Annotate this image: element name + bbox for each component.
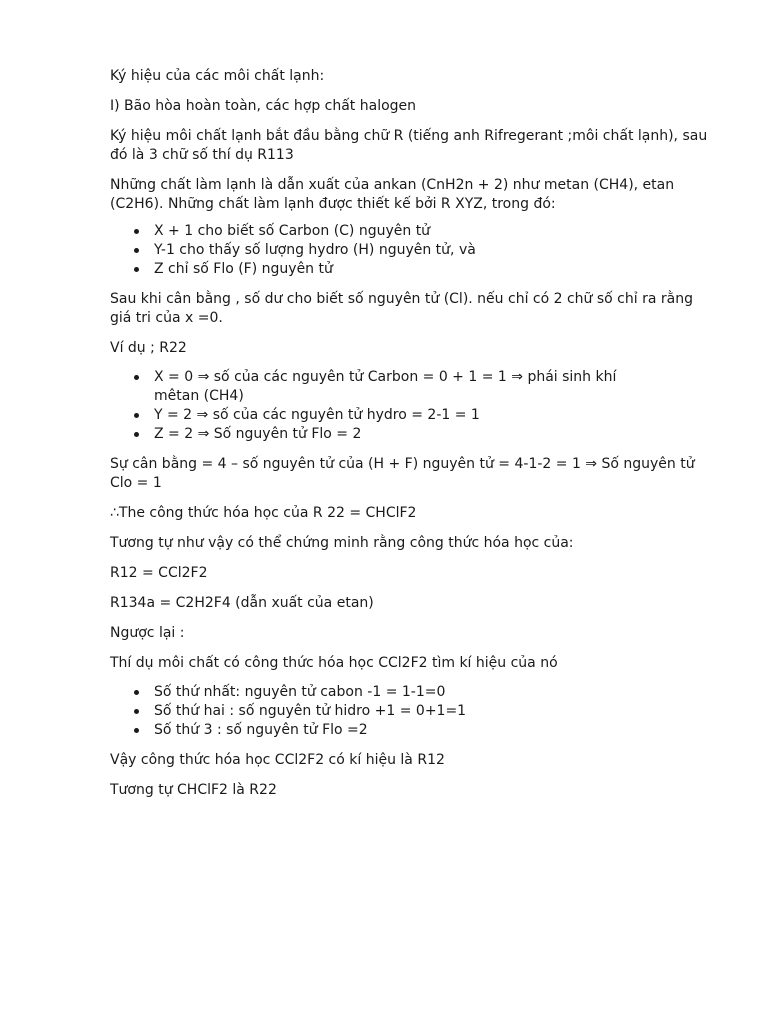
paragraph-derivatives: Những chất làm lạnh là dẫn xuất của ankan (CnH2n + 2) như metan (CH4), etan (C2H6). Những chất làm lạnh được thiết kế bởi R XYZ, trong đó:: [110, 177, 675, 212]
example-list: [110, 368, 708, 444]
formula-r12: R12 = CCl2F2: [110, 565, 208, 581]
list-item: Z chỉ số Flo (F) nguyên tử: [154, 260, 708, 279]
list-item: Z = 2 ⇒ Số nguyên tử Flo = 2: [154, 425, 628, 444]
list-item: Số thứ nhất: nguyên tử cabon -1 = 1-1=0: [154, 683, 708, 702]
paragraph-similar: Tương tự như vậy có thể chứng minh rằng công thức hóa học của:: [110, 535, 574, 551]
list-item: Y-1 cho thấy số lượng hydro (H) nguyên tử, và: [154, 241, 708, 260]
list-item: Số thứ hai : số nguyên tử hidro +1 = 0+1=1: [154, 702, 708, 721]
list-item: Số thứ 3 : số nguyên tử Flo =2: [154, 721, 708, 740]
paragraph-chlorine: Sự cân bằng = 4 – số nguyên tử của (H + F) nguyên tử = 4-1-2 = 1 ⇒ Số nguyên tử Clo = 1: [110, 456, 695, 491]
paragraph-conclusion: Vậy công thức hóa học CCl2F2 có kí hiệu là R12: [110, 752, 445, 768]
example-heading: Ví dụ ; R22: [110, 340, 187, 356]
paragraph-similar-r22: Tương tự CHClF2 là R22: [110, 782, 277, 798]
paragraph-conversely: Ngược lại :: [110, 625, 185, 641]
paragraph-intro: Ký hiệu môi chất lạnh bắt đầu bằng chữ R (tiếng anh Rifregerant ;môi chất lạnh), sau đó là 3 chữ số thí dụ R113: [110, 128, 708, 163]
formula-r134a: R134a = C2H2F4 (dẫn xuất của etan): [110, 595, 374, 611]
paragraph-balance: Sau khi cân bằng , số dư cho biết số nguyên tử (Cl). nếu chỉ có 2 chữ số chỉ ra rằng giá tri của x =0.: [110, 291, 693, 326]
section-heading: I) Bão hòa hoàn toàn, các hợp chất halogen: [110, 98, 417, 114]
rule-list: [110, 222, 708, 279]
paragraph-example-2: Thí dụ môi chất có công thức hóa học CCl2F2 tìm kí hiệu của nó: [110, 655, 558, 671]
list-item: Y = 2 ⇒ số của các nguyên tử hydro = 2-1 = 1: [154, 406, 628, 425]
formula-r22: ∴The công thức hóa học của R 22 = CHClF2: [110, 505, 417, 521]
list-item: X + 1 cho biết số Carbon (C) nguyên tử: [154, 222, 708, 241]
list-item: X = 0 ⇒ số của các nguyên tử Carbon = 0 + 1 = 1 ⇒ phái sinh khí mêtan (CH4): [154, 368, 628, 406]
reverse-list: [110, 683, 708, 740]
document-title: Ký hiệu của các môi chất lạnh:: [110, 68, 325, 84]
